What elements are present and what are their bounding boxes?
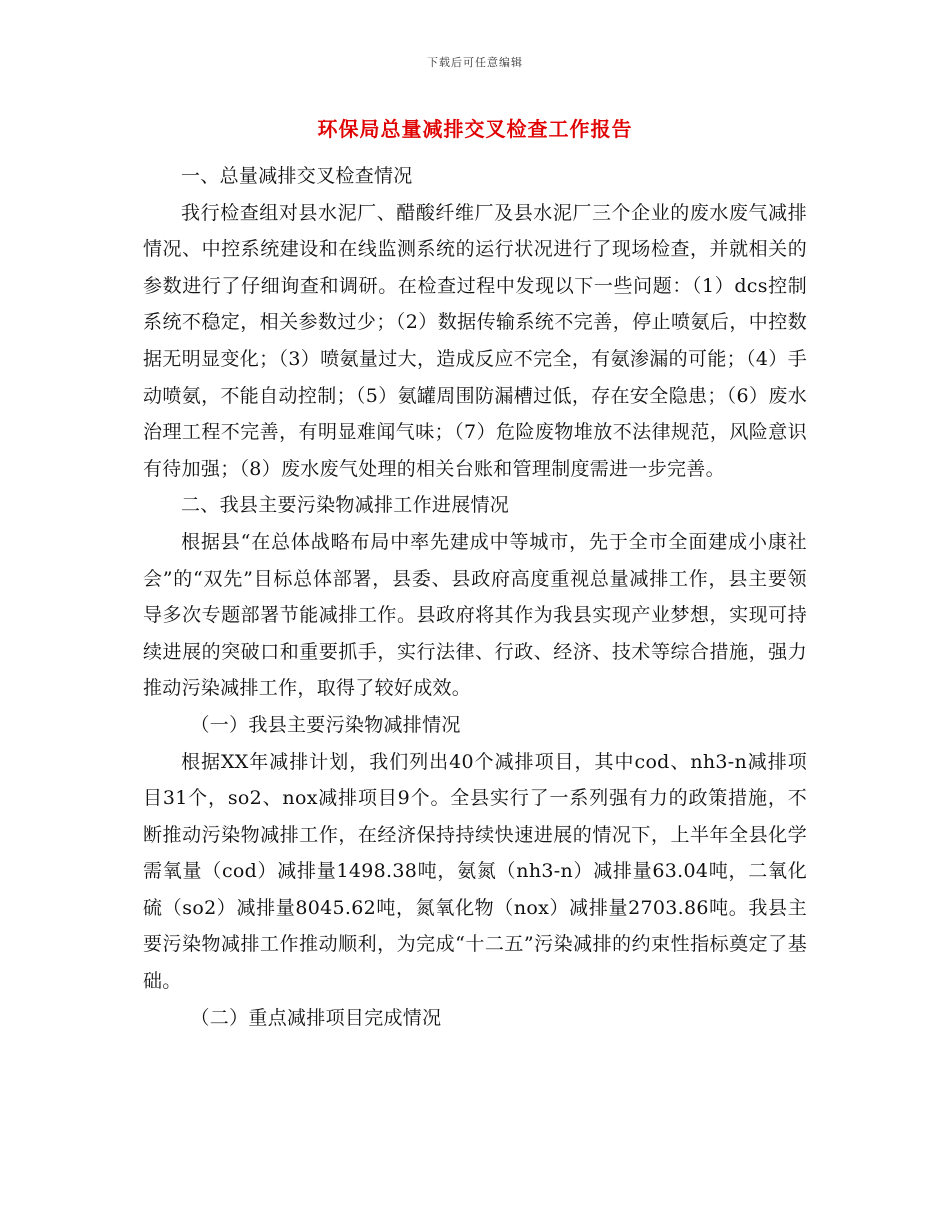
document-body: [143, 158, 807, 1036]
subsection-heading-2: （二）重点减排项目完成情况: [190, 1006, 442, 1029]
header-note: 下载后可任意编辑: [427, 56, 523, 69]
body-paragraph-2: 根据县“在总体战略布局中率先建成中等城市，先于全市全面建成小康社会”的“双先”目标总体部署，县委、县政府高度重视总量减排工作，县主要领导多次专题部署节能减排工作。县政府将其作为我县实现产业梦想，实现可持续进展的突破口和重要抓手，实行法律、行政、经济、技术等综合措施，强力推动污染减排工作，取得了较好成效。: [143, 530, 807, 700]
body-paragraph-1: 我行检查组对县水泥厂、醋酸纤维厂及县水泥厂三个企业的废水废气减排情况、中控系统建设和在线监测系统的运行状况进行了现场检查，并就相关的参数进行了仔细询查和调研。在检查过程中发现以下一些问题：（1）dcs控制系统不稳定，相关参数过少；（2）数据传输系统不完善，停止喷氨后，中控数据无明显变化；（3）喷氨量过大，造成反应不完全，有氨渗漏的可能；（4）手动喷氨，不能自动控制；（5）氨罐周围防漏槽过低，存在安全隐患；（6）废水治理工程不完善，有明显难闻气味；（7）危险废物堆放不法律规范，风险意识有待加强；（8）废水废气处理的相关台账和管理制度需进一步完善。: [143, 201, 807, 480]
body-paragraph-3: 根据XX年减排计划，我们列出40个减排项目，其中cod、nh3-n减排项目31个，so2、nox减排项目9个。全县实行了一系列强有力的政策措施，不断推动污染物减排工作，在经济保持持续快速进展的情况下，上半年全县化学需氧量（cod）减排量1498.38吨，氨氮（nh3-n）减排量63.04吨，二氧化硫（so2）减排量8045.62吨，氮氧化物（nox）减排量2703.86吨。我县主要污染物减排工作推动顺利，为完成“十二五”污染减排的约束性指标奠定了基础。: [143, 750, 807, 993]
subsection-heading-1: （一）我县主要污染物减排情况: [190, 713, 461, 736]
section-heading-1: 一、总量减排交叉检查情况: [181, 165, 413, 187]
document-title: 环保局总量减排交叉检查工作报告: [317, 117, 633, 141]
section-heading-2: 二、我县主要污染物减排工作进展情况: [181, 494, 510, 517]
